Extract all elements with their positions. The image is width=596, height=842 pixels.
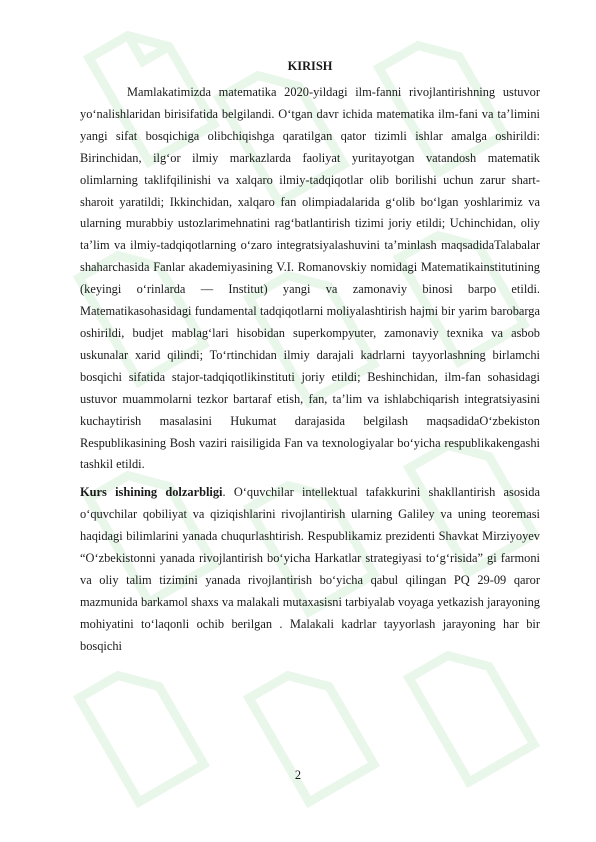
relevance-heading: Kurs ishining dolzarbligi [80,485,223,500]
section-title: KIRISH [287,59,333,73]
page-number: 2 [294,768,302,782]
document-body [80,55,540,658]
doc-logo-icon [60,660,210,810]
intro-paragraph: Mamlakatimizda matematika 2020-yildagi ilm-fanni rivojlantirishning ustuvor yo‘nalishlaridan birisifatida belgilandi. O‘tgan davr ichida matematika ilm-fani va ta’limini yangi sifat bosqichiga olibchiqishga qaratilgan qator tizimli ishlar amalga oshirildi: Birinchidan, ilg‘or ilmiy markazlarda faoliyat yuritayotgan vatandosh matematik olimlarning taklifqilinishi va xalqaro ilmiy-tadqiqotlar olib borilishi uchun zarur shart-sharoit yaratildi; Ikkinchidan, xalqaro fan olimpiadalarida g‘olib bo‘lgan yoshlarimiz va ularning murabbiy ustozlarimehnatini rag‘batlantirish tizimi joriy etildi; Uchinchidan, oliy ta’lim va ilmiy-tadqiqotlarning o‘zaro integratsiyalashuvini ta’minlash maqsadidaTalabalar shaharchasida Fanlar akademiyasining V.I. Romanovskiy nomidagi Matematikainstitutining (keyingi o‘rinlarda — Institut) yangi va zamonaviy binosi barpo etildi. Matematikasohasidagi fundamental tadqiqotlarni moliyalashtirish hajmi bir yarim barobarga oshirildi, budjet mablag‘lari hisobidan superkompyuter, zamonaviy texnika va asbob uskunalar xarid qilindi; To‘rtinchidan ilmiy darajali kadrlarni tayyorlashning birlamchi bosqichi sifatida stajor-tadqiqotlikinstituti joriy etildi; Beshinchidan, ilm-fan sohasidagi ustuvor muammolarni tezkor bartaraf etish, fan, ta’lim va ishlabchiqarish integratsiyasini kuchaytirish masalasini Hukumat darajasida belgilash maqsadidaO‘zbekiston Respublikasining Bosh vaziri raisiligida Fan va texnologiyalar bo‘yicha respublikakengashi tashkil etildi. [80,85,540,472]
doc-logo-icon [230,660,380,810]
relevance-paragraph [80,482,540,657]
relevance-text: . O‘quvchilar intellektual tafakkurini shakllantirish asosida o‘quvchilar qobiliyat va qiziqishlarini rivojlantirish ularning Galiley va uning teoremasi haqidagi bilimlarini yanada chuqurlashtirish. Respublikamiz prezidenti Shavkat Mirziyoyev “O‘zbekistonni yanada rivojlantirish bo‘yicha Harkatlar strategiyasi to‘g‘risida” gi farmoni va oliy talim tizimini yanada rivojlantirish bo‘yicha qabul qilingan PQ 29-09 qaror mazmunida barkamol shaxs va malakali mutaxasisni tarbiyalab voyaga yetkazish jarayoning mohiyatini to‘laqonli ochib berilgan . Malakali kadrlar tayyorlash jarayoning har bir bosqichi [80,485,541,653]
